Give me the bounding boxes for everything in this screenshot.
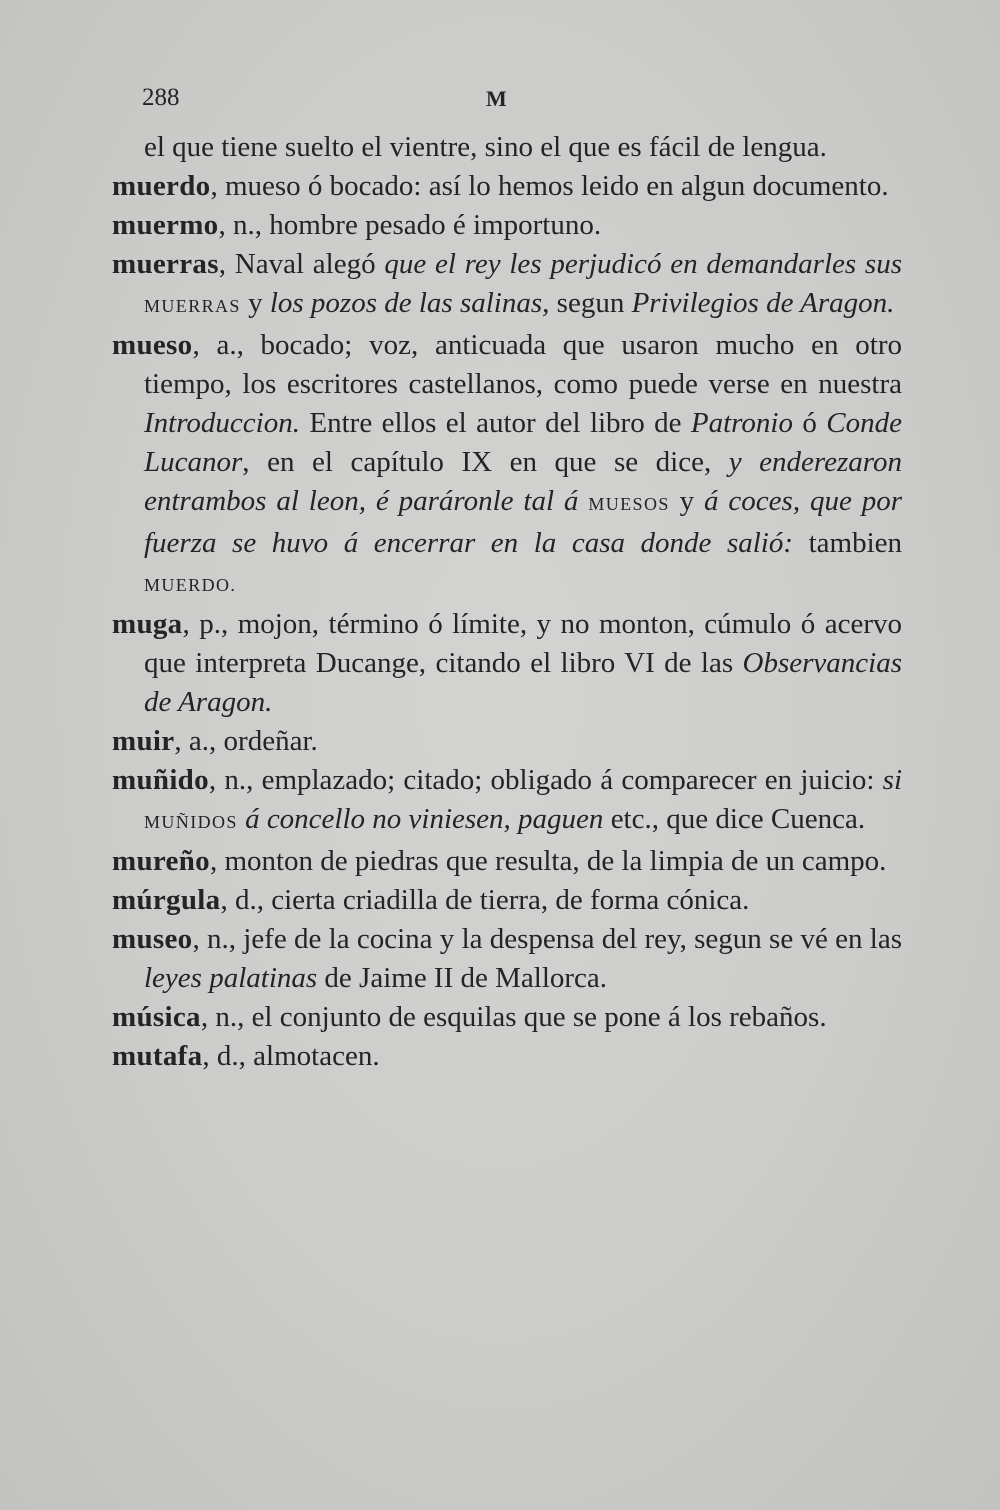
dictionary-entry	[112, 167, 902, 206]
headword: mureño	[112, 845, 210, 877]
continued-entry-text	[112, 128, 902, 167]
italic-text: si	[882, 764, 902, 796]
entry-text: ó	[792, 407, 827, 439]
italic-text: á concello no viniesen, paguen	[245, 803, 604, 835]
small-caps-text: MUESOS	[588, 494, 670, 514]
headword: muerdo	[112, 170, 211, 202]
entry-text: , d., cierta criadilla de tierra, de forma cónica.	[220, 884, 750, 916]
dictionary-entry	[112, 722, 902, 761]
italic-text: Patronio	[690, 407, 793, 439]
headword: muga	[112, 608, 183, 640]
italic-text: los pozos de las salinas,	[269, 287, 550, 319]
entry-text: , n., emplazado; citado; obligado á comparecer en juicio:	[208, 764, 883, 796]
headword: múrgula	[112, 884, 221, 916]
headword: muermo	[112, 209, 219, 241]
running-header	[0, 84, 1000, 124]
headword: museo	[112, 923, 193, 955]
dictionary-entry	[112, 761, 902, 842]
entry-text: , mueso ó bocado: así lo hemos leido en algun documento.	[210, 170, 889, 202]
entry-text: , n., jefe de la cocina y la despensa del rey, segun se vé en las	[192, 923, 902, 955]
entry-text: , monton de piedras que resulta, de la limpia de un campo.	[209, 845, 887, 877]
entry-text: segun	[549, 287, 632, 319]
entry-text: el que tiene suelto el vientre, sino el que es fácil de lengua.	[144, 131, 827, 163]
entry-text	[238, 803, 245, 835]
headword: mueso	[112, 329, 193, 361]
entry-text: , Naval alegó	[218, 248, 385, 280]
dictionary-entry	[112, 245, 902, 326]
italic-text: á coces, que por fuerza se huvo á encerrar en la casa donde salió:	[144, 485, 903, 559]
italic-text: Observancias de Aragon.	[144, 647, 902, 718]
entry-text: de Jaime II de Mallorca.	[317, 962, 608, 994]
entry-text: , a., bocado; voz, anticuada que usaron mucho en otro tiempo, los escritores castellanos, como puede verse en nuestra	[144, 329, 902, 400]
italic-text: Privilegios de Aragon.	[631, 287, 895, 319]
entry-text: , en el capítulo IX en que se dice,	[242, 446, 729, 478]
entry-text: etc., que dice Cuenca.	[603, 803, 866, 835]
entry-text	[578, 485, 588, 517]
entry-text: , n., el conjunto de esquilas que se pone á los rebaños.	[200, 1001, 827, 1033]
entry-text: tambien	[793, 527, 903, 559]
dictionary-entry	[112, 206, 902, 245]
italic-text: Introduccion.	[144, 407, 300, 439]
page-number: 288	[142, 84, 180, 111]
small-caps-text: MUÑIDOS	[144, 812, 238, 832]
headword: muir	[112, 725, 175, 757]
dictionary-body	[112, 128, 902, 1076]
headword: música	[112, 1001, 201, 1033]
entry-text: , d., almotacen.	[202, 1040, 380, 1072]
small-caps-text: MUERDO.	[144, 575, 237, 595]
italic-text: leyes palatinas	[144, 962, 318, 994]
dictionary-entry	[112, 326, 902, 605]
italic-text: Conde Lucanor	[144, 407, 902, 478]
dictionary-entry	[112, 1037, 902, 1076]
entry-text: y	[240, 287, 270, 319]
headword: mutafa	[112, 1040, 203, 1072]
headword: muerras	[112, 248, 219, 280]
entry-text: y	[669, 485, 705, 517]
italic-text: que el rey les perjudicó en demandarles sus	[384, 248, 902, 280]
entry-text: , a., ordeñar.	[174, 725, 318, 757]
dictionary-entry	[112, 842, 902, 881]
italic-text: y enderezaron entrambos al leon, é paráronle tal á	[144, 446, 902, 517]
dictionary-entry	[112, 605, 902, 722]
entry-text: Entre ellos el autor del libro de	[299, 407, 691, 439]
section-letter: M	[486, 86, 508, 111]
entry-text: , n., hombre pesado é importuno.	[218, 209, 602, 241]
dictionary-entry	[112, 998, 902, 1037]
headword: muñido	[112, 764, 209, 796]
entry-text: , p., mojon, término ó límite, y no monton, cúmulo ó acervo que interpreta Ducange, citando el libro VI de las	[144, 608, 902, 679]
small-caps-text: MUERRAS	[144, 296, 241, 316]
dictionary-entry	[112, 920, 902, 998]
dictionary-entry	[112, 881, 902, 920]
